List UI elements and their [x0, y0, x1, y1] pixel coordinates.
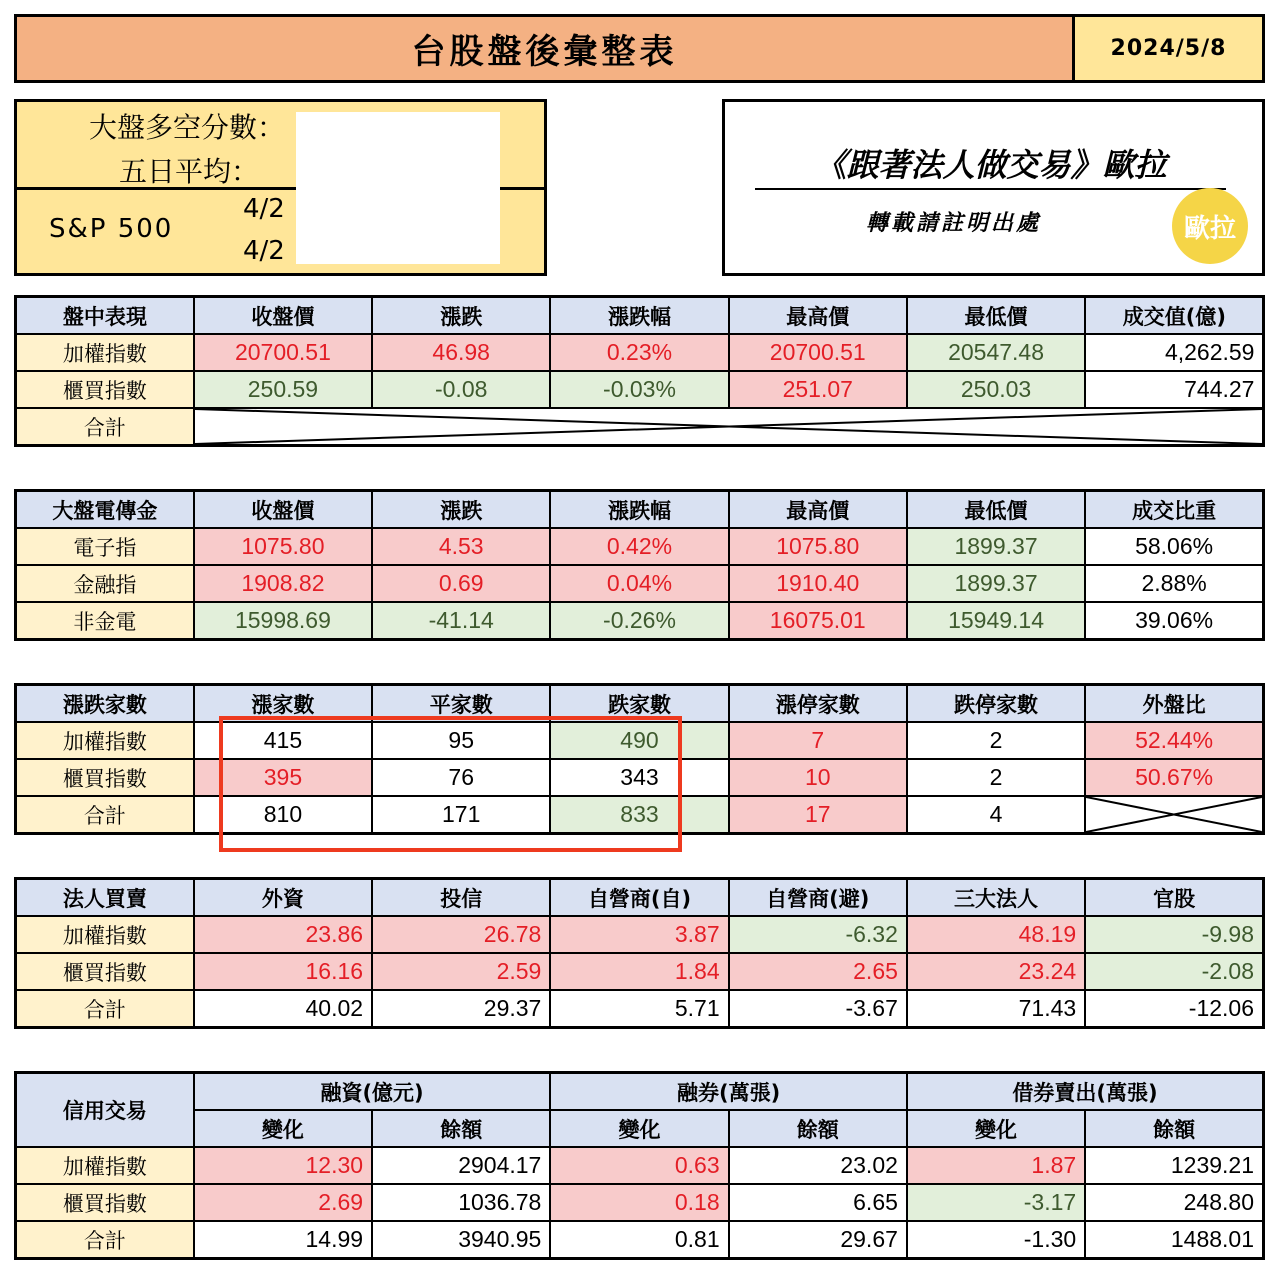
column-header: 外資 — [194, 879, 372, 917]
data-cell: 50.67% — [1085, 759, 1263, 796]
data-cell: -0.03% — [550, 371, 728, 408]
sp500-date-2: 4/2 — [243, 236, 285, 266]
data-cell: -3.17 — [907, 1184, 1085, 1221]
brand-box — [722, 99, 1265, 276]
data-cell: 16075.01 — [729, 602, 907, 640]
table-credit — [14, 1071, 1265, 1260]
data-cell: 1899.37 — [907, 528, 1085, 565]
data-cell: 26.78 — [372, 916, 550, 953]
data-cell: 1.87 — [907, 1147, 1085, 1184]
data-cell: 20547.48 — [907, 334, 1085, 371]
column-header: 自營商(避) — [729, 879, 907, 917]
data-cell: -1.30 — [907, 1221, 1085, 1259]
column-header: 餘額 — [1085, 1110, 1263, 1147]
data-cell: 2904.17 — [372, 1147, 550, 1184]
row-label: 合計 — [16, 990, 194, 1028]
row-label: 櫃買指數 — [16, 371, 194, 408]
data-cell: 23.02 — [729, 1147, 907, 1184]
table-row — [16, 528, 1264, 565]
group-label: 信用交易 — [16, 1073, 194, 1148]
row-label: 合計 — [16, 796, 194, 834]
brand-logo: 歐拉 — [1172, 188, 1248, 264]
data-cell: -6.32 — [729, 916, 907, 953]
row-label: 加權指數 — [16, 1147, 194, 1184]
table-row — [16, 565, 1264, 602]
data-cell: 14.99 — [194, 1221, 372, 1259]
column-header: 收盤價 — [194, 297, 372, 335]
column-header: 漲跌 — [372, 297, 550, 335]
data-cell: 48.19 — [907, 916, 1085, 953]
column-header: 跌停家數 — [907, 685, 1085, 723]
data-cell: 5.71 — [550, 990, 728, 1028]
data-cell: 1075.80 — [194, 528, 372, 565]
data-cell: 0.63 — [550, 1147, 728, 1184]
data-cell: 71.43 — [907, 990, 1085, 1028]
table-row — [16, 334, 1264, 371]
row-label: 加權指數 — [16, 334, 194, 371]
brand-subtitle: 轉載請註明出處 — [865, 211, 1041, 236]
data-cell: 17 — [729, 796, 907, 834]
data-cell: 23.24 — [907, 953, 1085, 990]
column-header: 變化 — [550, 1110, 728, 1147]
crossed-out-cell — [1085, 796, 1263, 834]
row-label: 合計 — [16, 1221, 194, 1259]
data-cell: 3940.95 — [372, 1221, 550, 1259]
data-cell: 10 — [729, 759, 907, 796]
row-label: 櫃買指數 — [16, 1184, 194, 1221]
data-cell: 1488.01 — [1085, 1221, 1263, 1259]
score-label: 大盤多空分數： — [89, 111, 286, 144]
data-cell: 1036.78 — [372, 1184, 550, 1221]
column-header: 最高價 — [729, 491, 907, 529]
column-header: 官股 — [1085, 879, 1263, 917]
data-cell: 171 — [372, 796, 550, 834]
column-header: 外盤比 — [1085, 685, 1263, 723]
column-header: 漲停家數 — [729, 685, 907, 723]
column-header-row — [16, 1110, 1264, 1147]
column-header: 最低價 — [907, 297, 1085, 335]
data-cell: 95 — [372, 722, 550, 759]
row-label: 加權指數 — [16, 916, 194, 953]
group-header: 融券(萬張) — [550, 1073, 907, 1111]
data-cell: 16.16 — [194, 953, 372, 990]
table-row — [16, 916, 1264, 953]
column-header: 三大法人 — [907, 879, 1085, 917]
data-cell: -12.06 — [1085, 990, 1263, 1028]
column-header: 法人買賣 — [16, 879, 194, 917]
data-cell: 23.86 — [194, 916, 372, 953]
report-title: 台股盤後彙整表 — [17, 17, 1075, 80]
data-cell: -9.98 — [1085, 916, 1263, 953]
data-cell: 833 — [550, 796, 728, 834]
column-header: 變化 — [907, 1110, 1085, 1147]
table-row — [16, 796, 1264, 834]
sp500-label: S&P 500 — [49, 214, 174, 244]
data-cell: 0.69 — [372, 565, 550, 602]
row-label: 電子指 — [16, 528, 194, 565]
column-header: 漲跌家數 — [16, 685, 194, 723]
data-cell: 29.67 — [729, 1221, 907, 1259]
data-cell: 0.23% — [550, 334, 728, 371]
data-cell: 415 — [194, 722, 372, 759]
data-cell: 1239.21 — [1085, 1147, 1263, 1184]
row-label: 非金電 — [16, 602, 194, 640]
brand-title: 《跟著法人做交易》歐拉 — [755, 140, 1226, 190]
data-cell: 250.59 — [194, 371, 372, 408]
data-cell: -0.08 — [372, 371, 550, 408]
data-cell: 395 — [194, 759, 372, 796]
table-row — [16, 1147, 1264, 1184]
report-date: 2024/5/8 — [1075, 17, 1262, 80]
crossed-out-cell — [194, 408, 1264, 446]
column-header: 收盤價 — [194, 491, 372, 529]
table-row — [16, 371, 1264, 408]
data-cell: 0.81 — [550, 1221, 728, 1259]
data-cell: 7 — [729, 722, 907, 759]
column-header: 漲跌 — [372, 491, 550, 529]
data-cell: 343 — [550, 759, 728, 796]
data-cell: 2 — [907, 722, 1085, 759]
table-row — [16, 759, 1264, 796]
row-label: 金融指 — [16, 565, 194, 602]
data-cell: 1908.82 — [194, 565, 372, 602]
table-row — [16, 1184, 1264, 1221]
column-header: 平家數 — [372, 685, 550, 723]
data-cell: 39.06% — [1085, 602, 1263, 640]
column-header: 自營商(自) — [550, 879, 728, 917]
data-cell: 0.18 — [550, 1184, 728, 1221]
data-cell: 6.65 — [729, 1184, 907, 1221]
data-cell: 1.84 — [550, 953, 728, 990]
table-row — [16, 953, 1264, 990]
data-cell: 1075.80 — [729, 528, 907, 565]
column-header: 漲家數 — [194, 685, 372, 723]
data-cell: 248.80 — [1085, 1184, 1263, 1221]
column-header: 漲跌幅 — [550, 491, 728, 529]
column-header: 最低價 — [907, 491, 1085, 529]
column-header: 餘額 — [372, 1110, 550, 1147]
title-bar — [14, 14, 1265, 83]
data-cell: -41.14 — [372, 602, 550, 640]
data-cell: -3.67 — [729, 990, 907, 1028]
data-cell: 810 — [194, 796, 372, 834]
column-header: 最高價 — [729, 297, 907, 335]
data-cell: 251.07 — [729, 371, 907, 408]
data-cell: 1910.40 — [729, 565, 907, 602]
data-cell: 4,262.59 — [1085, 334, 1263, 371]
data-cell: -0.26% — [550, 602, 728, 640]
data-cell: 58.06% — [1085, 528, 1263, 565]
data-cell: 250.03 — [907, 371, 1085, 408]
row-label: 加權指數 — [16, 722, 194, 759]
group-header-row — [16, 1073, 1264, 1111]
data-cell: 76 — [372, 759, 550, 796]
data-cell: 490 — [550, 722, 728, 759]
avg-label: 五日平均： — [119, 155, 260, 188]
column-header: 漲跌幅 — [550, 297, 728, 335]
group-header: 借券賣出(萬張) — [907, 1073, 1264, 1111]
data-cell: 0.42% — [550, 528, 728, 565]
data-cell: 2.69 — [194, 1184, 372, 1221]
table-breadth — [14, 683, 1265, 835]
row-label: 櫃買指數 — [16, 953, 194, 990]
data-cell: 20700.51 — [729, 334, 907, 371]
column-header: 餘額 — [729, 1110, 907, 1147]
column-header: 投信 — [372, 879, 550, 917]
column-header: 大盤電傳金 — [16, 491, 194, 529]
column-header: 成交比重 — [1085, 491, 1263, 529]
header-row — [16, 297, 1264, 335]
table-institutional — [14, 877, 1265, 1029]
data-cell: 744.27 — [1085, 371, 1263, 408]
table-row — [16, 1221, 1264, 1259]
header-row — [16, 491, 1264, 529]
data-cell: 20700.51 — [194, 334, 372, 371]
column-header: 變化 — [194, 1110, 372, 1147]
row-label: 櫃買指數 — [16, 759, 194, 796]
row-label: 合計 — [16, 408, 194, 446]
data-cell: 3.87 — [550, 916, 728, 953]
column-header: 盤中表現 — [16, 297, 194, 335]
data-cell: 0.04% — [550, 565, 728, 602]
data-cell: 15949.14 — [907, 602, 1085, 640]
data-cell: 40.02 — [194, 990, 372, 1028]
data-cell: -2.08 — [1085, 953, 1263, 990]
data-cell: 2.88% — [1085, 565, 1263, 602]
column-header: 跌家數 — [550, 685, 728, 723]
sp500-date-1: 4/2 — [243, 194, 285, 224]
data-cell: 52.44% — [1085, 722, 1263, 759]
table-row — [16, 408, 1264, 446]
table-row — [16, 990, 1264, 1028]
data-cell: 2.65 — [729, 953, 907, 990]
redaction-box — [296, 112, 500, 264]
table-intraday — [14, 295, 1265, 447]
data-cell: 2.59 — [372, 953, 550, 990]
header-row — [16, 879, 1264, 917]
table-row — [16, 722, 1264, 759]
data-cell: 1899.37 — [907, 565, 1085, 602]
table-sectors — [14, 489, 1265, 641]
data-cell: 2 — [907, 759, 1085, 796]
table-row — [16, 602, 1264, 640]
header-row — [16, 685, 1264, 723]
data-cell: 12.30 — [194, 1147, 372, 1184]
data-cell: 4.53 — [372, 528, 550, 565]
data-cell: 4 — [907, 796, 1085, 834]
data-cell: 15998.69 — [194, 602, 372, 640]
group-header: 融資(億元) — [194, 1073, 551, 1111]
data-cell: 29.37 — [372, 990, 550, 1028]
column-header: 成交值(億) — [1085, 297, 1263, 335]
data-cell: 46.98 — [372, 334, 550, 371]
